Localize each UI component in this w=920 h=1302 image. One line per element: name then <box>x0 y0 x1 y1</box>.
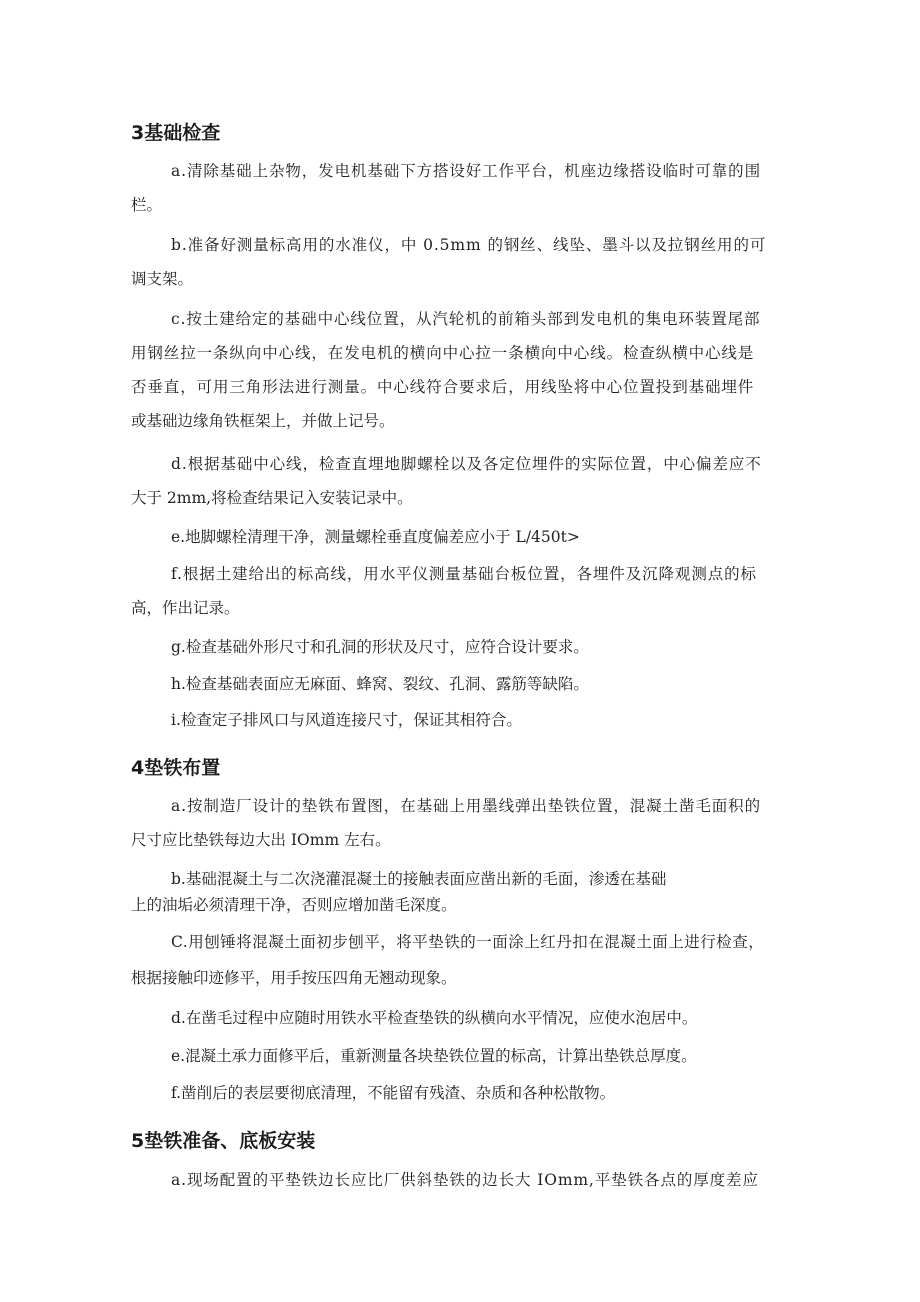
paragraph-line: 上的油垢必须清理干净，否则应增加凿毛深度。 <box>131 896 457 914</box>
paragraph-line: C.用刨锤将混凝土面初步刨平，将平垫铁的一面涂上红丹扣在混凝土面上进行检查， <box>171 933 765 951</box>
section-3-item-d <box>131 447 836 515</box>
paragraph-line: b.基础混凝土与二次浇灌混凝土的接触表面应凿出新的毛面，渗透在基础 <box>171 870 667 888</box>
paragraph-line: h.检查基础表面应无麻面、蜂窝、裂纹、孔洞、露筋等缺陷。 <box>171 675 589 693</box>
section-3-item-i <box>131 703 836 737</box>
paragraph-line: g.检查基础外形尺寸和孔洞的形状及尺寸，应符合设计要求。 <box>171 638 589 656</box>
section-4-item-f <box>131 1076 836 1110</box>
paragraph-line: 高，作出记录。 <box>131 599 240 617</box>
section-3-item-f <box>131 557 836 625</box>
section-4-item-b <box>131 866 836 918</box>
section-3-heading: 3基础检查 <box>131 122 221 144</box>
paragraph-line: 大于 2mm,将检查结果记入安装记录中。 <box>131 489 413 507</box>
section-5-heading: 5垫铁准备、底板安装 <box>131 1130 316 1152</box>
section-4-item-d <box>131 1001 836 1035</box>
paragraph-line: a.按制造厂设计的垫铁布置图，在基础上用墨线弹出垫铁位置，混凝土凿毛面积的 <box>171 797 761 815</box>
section-4-item-a <box>131 789 836 857</box>
section-3-item-e <box>131 520 836 554</box>
paragraph-line: b.准备好测量标高用的水准仪，中 0.5mm 的钢丝、线坠、墨斗以及拉钢丝用的可 <box>171 236 767 254</box>
section-4-item-c <box>131 924 836 996</box>
section-3-item-g <box>131 630 836 664</box>
section-4-heading: 4垫铁布置 <box>131 757 221 779</box>
paragraph-line: c.按土建给定的基础中心线位置，从汽轮机的前箱头部到发电机的集电环装置尾部 <box>171 310 761 328</box>
paragraph-line: f.凿削后的表层要彻底清理，不能留有残渣、杂质和各种松散物。 <box>171 1084 616 1102</box>
section-3-item-b <box>131 228 836 296</box>
paragraph-line: 调支架。 <box>131 270 194 288</box>
paragraph-line: i.检查定子排风口与风道连接尺寸，保证其相符合。 <box>171 711 522 729</box>
section-5-item-a <box>131 1163 836 1197</box>
paragraph-line: a.清除基础上杂物，发电机基础下方搭设好工作平台，机座边缘搭设临时可靠的围 <box>171 162 761 180</box>
section-3-item-a <box>131 154 836 222</box>
section-4-item-e <box>131 1039 836 1073</box>
paragraph-line: 否垂直，可用三角形法进行测量。中心线符合要求后，用线坠将中心位置投到基础埋件 <box>131 378 755 396</box>
section-3-item-h <box>131 667 836 701</box>
paragraph-line: 栏。 <box>131 196 163 214</box>
paragraph-line: d.根据基础中心线，检查直埋地脚螺栓以及各定位埋件的实际位置，中心偏差应不 <box>171 455 762 473</box>
section-3-item-c <box>131 302 836 438</box>
paragraph-line: d.在凿毛过程中应随时用铁水平检查垫铁的纵横向水平情况，应使水泡居中。 <box>171 1009 698 1027</box>
paragraph-line: 根据接触印迹修平，用手按压四角无翘动现象。 <box>131 969 457 987</box>
paragraph-line: 或基础边缘角铁框架上，并做上记号。 <box>131 412 395 430</box>
paragraph-line: 尺寸应比垫铁每边大出 IOmm 左右。 <box>131 831 391 849</box>
paragraph-line: a.现场配置的平垫铁边长应比厂供斜垫铁的边长大 IOmm,平垫铁各点的厚度差应 <box>171 1171 759 1189</box>
paragraph-line: e.混凝土承力面修平后，重新测量各块垫铁位置的标高，计算出垫铁总厚度。 <box>171 1047 697 1065</box>
paragraph-line: 用钢丝拉一条纵向中心线，在发电机的横向中心拉一条横向中心线。检查纵横中心线是 <box>131 344 755 362</box>
paragraph-line: f.根据土建给出的标高线，用水平仪测量基础台板位置，各埋件及沉降观测点的标 <box>171 565 757 583</box>
paragraph-line: e.地脚螺栓清理干净，测量螺栓垂直度偏差应小于 L/450t> <box>171 528 580 546</box>
